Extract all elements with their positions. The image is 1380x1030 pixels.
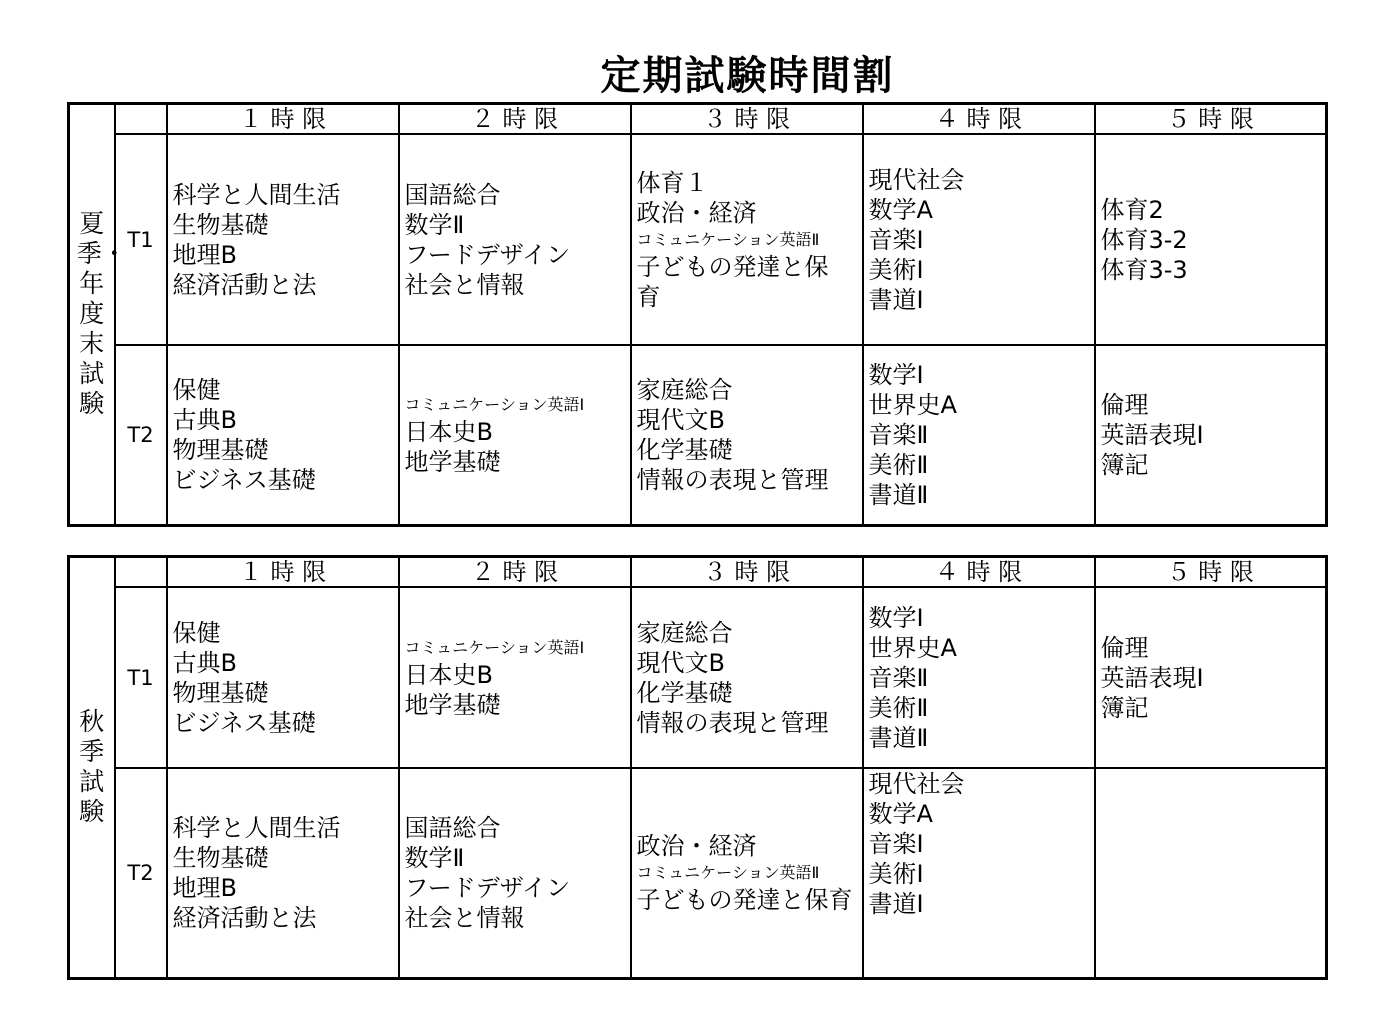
- subject: 簿記: [1100, 450, 1149, 479]
- subject: 現代文B: [636, 405, 725, 434]
- exam-cell-p3: [631, 768, 863, 978]
- term-label: T1: [115, 134, 167, 345]
- period-4-header: ４ 時 限: [863, 104, 1095, 135]
- subject: 国語総合: [404, 813, 501, 842]
- subject: 数学A: [868, 195, 933, 224]
- subject: 国語総合: [404, 180, 501, 209]
- period-2-header: ２ 時 限: [399, 104, 631, 135]
- subject: 美術Ⅰ: [868, 255, 924, 284]
- subject: 化学基礎: [636, 435, 733, 464]
- subject: 体育3-3: [1100, 255, 1188, 284]
- subject: 音楽Ⅰ: [868, 225, 924, 254]
- header-corner: [115, 557, 167, 588]
- exam-cell-p3: [631, 587, 863, 768]
- period-3-header: ３ 時 限: [631, 557, 863, 588]
- term-label: T2: [115, 768, 167, 978]
- exam-cell-p5: [1095, 134, 1327, 345]
- exam-cell-p2: [399, 134, 631, 345]
- subject: 倫理: [1100, 390, 1149, 419]
- subject: 地学基礎: [404, 690, 501, 719]
- subject: 科学と人間生活: [172, 180, 341, 209]
- subject: 音楽Ⅱ: [868, 420, 929, 449]
- subject: フードデザイン: [404, 240, 571, 269]
- subject: コミュニケーション英語Ⅱ: [636, 862, 820, 882]
- subject: 情報の表現と管理: [636, 708, 829, 737]
- exam-cell-p5-empty: [1095, 768, 1327, 978]
- exam-cell-p1: [167, 345, 399, 525]
- period-1-header: １ 時 限: [167, 104, 399, 135]
- subject: 物理基礎: [172, 678, 269, 707]
- subject: 生物基礎: [172, 843, 269, 872]
- subject: 数学Ⅰ: [868, 603, 924, 632]
- exam-cell-p1: [167, 587, 399, 768]
- period-5-header: ５ 時 限: [1095, 104, 1327, 135]
- period-1-header: １ 時 限: [167, 557, 399, 588]
- subject: 社会と情報: [404, 270, 525, 299]
- subject: 子どもの発達と保育: [636, 885, 853, 914]
- subject: 世界史A: [868, 390, 957, 419]
- exam-cell-p5: [1095, 587, 1327, 768]
- subject: 体育１: [636, 168, 709, 197]
- season-label: 秋季試験: [69, 557, 115, 979]
- subject: 世界史A: [868, 633, 957, 662]
- period-5-header: ５ 時 限: [1095, 557, 1327, 588]
- subject: 物理基礎: [172, 435, 269, 464]
- term-row-t2: [69, 345, 1327, 525]
- subject: 地理B: [172, 240, 237, 269]
- subject: 倫理: [1100, 633, 1149, 662]
- period-3-header: ３ 時 限: [631, 104, 863, 135]
- subject: コミュニケーション英語Ⅰ: [404, 637, 585, 657]
- period-2-header: ２ 時 限: [399, 557, 631, 588]
- subject: 生物基礎: [172, 210, 269, 239]
- subject: 美術Ⅰ: [868, 860, 924, 888]
- term-row-t1: [69, 134, 1327, 345]
- subject: 政治・経済: [636, 831, 757, 860]
- subject: 英語表現Ⅰ: [1100, 663, 1204, 692]
- exam-cell-p2: [399, 768, 631, 978]
- exam-cell-p4: [863, 345, 1095, 525]
- subject: ビジネス基礎: [172, 465, 316, 494]
- exam-cell-p4: [863, 587, 1095, 768]
- subject: 経済活動と法: [172, 903, 317, 932]
- exam-timetable-autumn: [67, 555, 1328, 980]
- subject: 日本史B: [404, 660, 493, 689]
- subject: 数学Ⅰ: [868, 360, 924, 389]
- subject: 書道Ⅰ: [868, 285, 924, 314]
- page-title: 定期試験時間割: [600, 53, 895, 99]
- subject: ビジネス基礎: [172, 708, 316, 737]
- exam-cell-p1: [167, 768, 399, 978]
- subject: 日本史B: [404, 417, 493, 446]
- subject: 美術Ⅱ: [868, 450, 929, 479]
- subject: 情報の表現と管理: [636, 465, 829, 494]
- exam-timetable-summer: [67, 102, 1328, 527]
- exam-cell-p4: [863, 768, 1095, 978]
- subject: 数学Ⅱ: [404, 843, 465, 872]
- subject: 書道Ⅱ: [868, 723, 929, 752]
- exam-cell-p5: [1095, 345, 1327, 525]
- period-4-header: ４ 時 限: [863, 557, 1095, 588]
- exam-cell-p2: [399, 587, 631, 768]
- subject: 書道Ⅰ: [868, 890, 924, 918]
- subject: 家庭総合: [636, 375, 733, 404]
- subject: コミュニケーション英語Ⅰ: [404, 394, 585, 414]
- subject: 保健: [172, 618, 221, 647]
- subject: 英語表現Ⅰ: [1100, 420, 1204, 449]
- subject: 保健: [172, 375, 221, 404]
- subject: 数学A: [868, 800, 933, 828]
- subject: 科学と人間生活: [172, 813, 341, 842]
- exam-cell-p3: [631, 134, 863, 345]
- subject: 書道Ⅱ: [868, 480, 929, 509]
- exam-cell-p1: [167, 134, 399, 345]
- subject: 地学基礎: [404, 447, 501, 476]
- term-row-t1: [69, 587, 1327, 768]
- subject: 音楽Ⅰ: [868, 830, 924, 858]
- season-label: 夏季・年度末試験: [69, 104, 115, 526]
- term-label: T2: [115, 345, 167, 525]
- subject: コミュニケーション英語Ⅱ: [636, 229, 820, 249]
- exam-cell-p2: [399, 345, 631, 525]
- subject: 美術Ⅱ: [868, 693, 929, 722]
- subject: 音楽Ⅱ: [868, 663, 929, 692]
- header-corner: [115, 104, 167, 135]
- subject: 体育2: [1100, 195, 1164, 224]
- subject: 古典B: [172, 405, 237, 434]
- subject: 社会と情報: [404, 903, 525, 932]
- subject: 簿記: [1100, 693, 1149, 722]
- subject: 子どもの発達と保育: [636, 252, 829, 311]
- subject: 地理B: [172, 873, 237, 902]
- subject: 現代文B: [636, 648, 725, 677]
- subject: 数学Ⅱ: [404, 210, 465, 239]
- subject: 体育3-2: [1100, 225, 1188, 254]
- period-header-row: [69, 104, 1327, 135]
- term-label: T1: [115, 587, 167, 768]
- period-header-row: [69, 557, 1327, 588]
- subject: フードデザイン: [404, 873, 571, 902]
- subject: 現代社会: [868, 770, 965, 798]
- subject: 現代社会: [868, 165, 965, 194]
- subject: 家庭総合: [636, 618, 733, 647]
- subject: 化学基礎: [636, 678, 733, 707]
- subject: 政治・経済: [636, 198, 757, 227]
- exam-cell-p4: [863, 134, 1095, 345]
- subject: 経済活動と法: [172, 270, 317, 299]
- subject: 古典B: [172, 648, 237, 677]
- exam-cell-p3: [631, 345, 863, 525]
- term-row-t2: [69, 768, 1327, 978]
